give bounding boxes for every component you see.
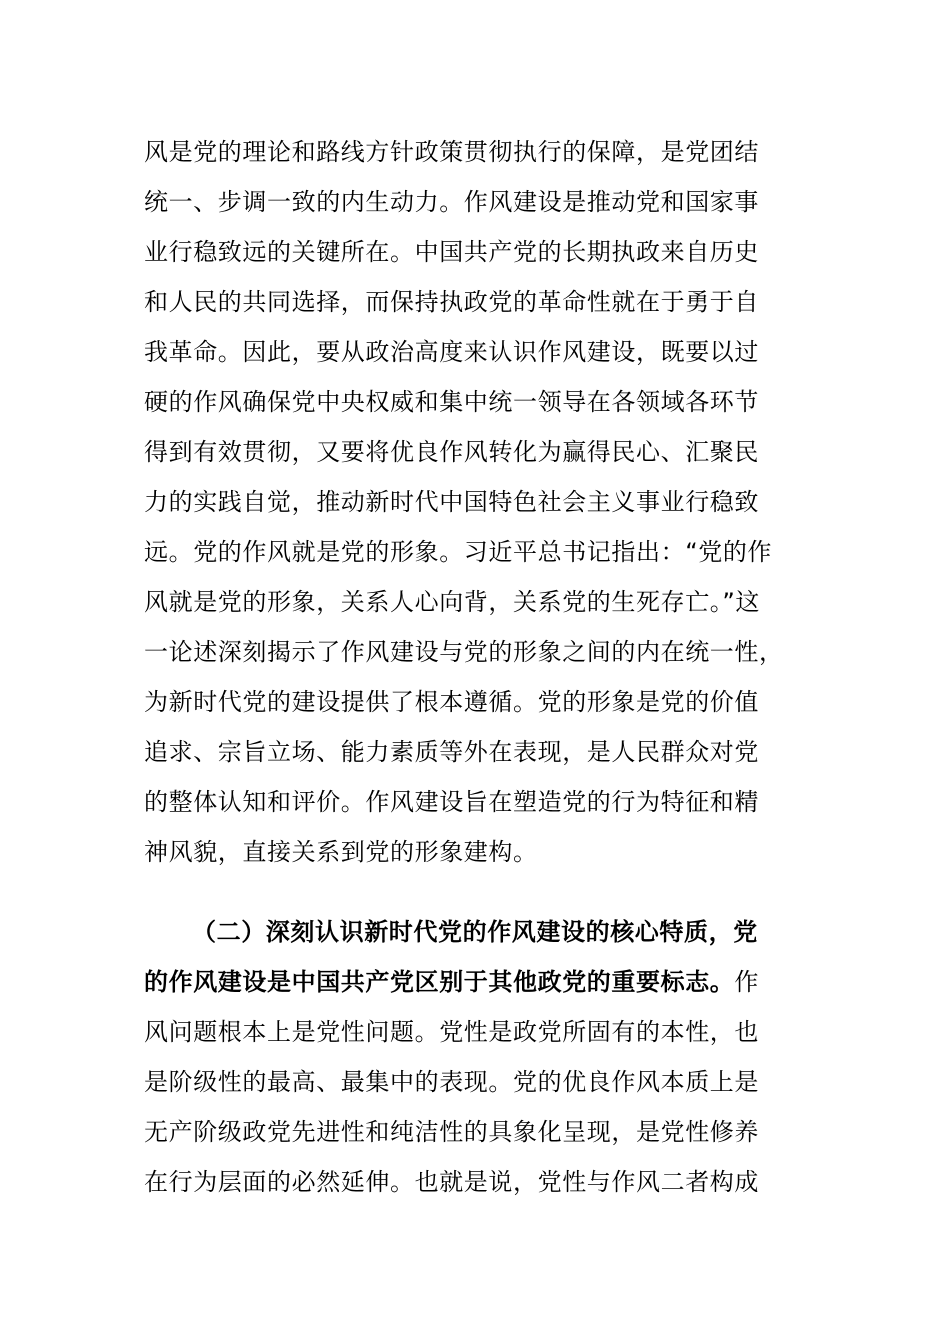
text-line: 统一、步调一致的内生动力。作风建设是推动党和国家事 xyxy=(144,188,759,216)
text-line: 我革命。因此，要从政治高度来认识作风建设，既要以过 xyxy=(144,338,759,366)
text-fragment: 作 xyxy=(734,968,760,996)
text-line-mixed xyxy=(144,957,804,1007)
paragraph-1 xyxy=(144,127,804,877)
text-line: 追求、宗旨立场、能力素质等外在表现，是人民群众对党 xyxy=(144,738,759,766)
text-line: 得到有效贯彻，又要将优良作风转化为赢得民心、汇聚民 xyxy=(144,438,759,466)
text-line: 一论述深刻揭示了作风建设与党的形象之间的内在统一性， xyxy=(144,638,784,666)
text-line: 和人民的共同选择，而保持执政党的革命性就在于勇于自 xyxy=(144,288,759,316)
text-line: 在行为层面的必然延伸。也就是说，党性与作风二者构成 xyxy=(144,1168,759,1196)
text-line: 风问题根本上是党性问题。党性是政党所固有的本性，也 xyxy=(144,1018,759,1046)
section-heading-continuation: 的作风建设是中国共产党区别于其他政党的重要标志。 xyxy=(144,968,735,996)
text-line: 业行稳致远的关键所在。中国共产党的长期执政来自历史 xyxy=(144,238,759,266)
text-line: 硬的作风确保党中央权威和集中统一领导在各领域各环节 xyxy=(144,388,759,416)
text-line: 无产阶级政党先进性和纯洁性的具象化呈现，是党性修养 xyxy=(144,1118,759,1146)
text-line: 风就是党的形象，关系人心向背，关系党的生死存亡。”这 xyxy=(144,588,761,616)
paragraph-2 xyxy=(144,907,804,1207)
text-line: 远。党的作风就是党的形象。习近平总书记指出：“党的作 xyxy=(144,538,773,566)
text-line: 为新时代党的建设提供了根本遵循。党的形象是党的价值 xyxy=(144,688,759,716)
text-line: 风是党的理论和路线方针政策贯彻执行的保障，是党团结 xyxy=(144,138,759,166)
section-heading-line: （二）深刻认识新时代党的作风建设的核心特质，党 xyxy=(192,918,758,946)
text-line: 是阶级性的最高、最集中的表现。党的优良作风本质上是 xyxy=(144,1068,759,1096)
text-line: 的整体认知和评价。作风建设旨在塑造党的行为特征和精 xyxy=(144,788,759,816)
text-line: 力的实践自觉，推动新时代中国特色社会主义事业行稳致 xyxy=(144,488,759,516)
text-line: 神风貌，直接关系到党的形象建构。 xyxy=(144,838,538,866)
